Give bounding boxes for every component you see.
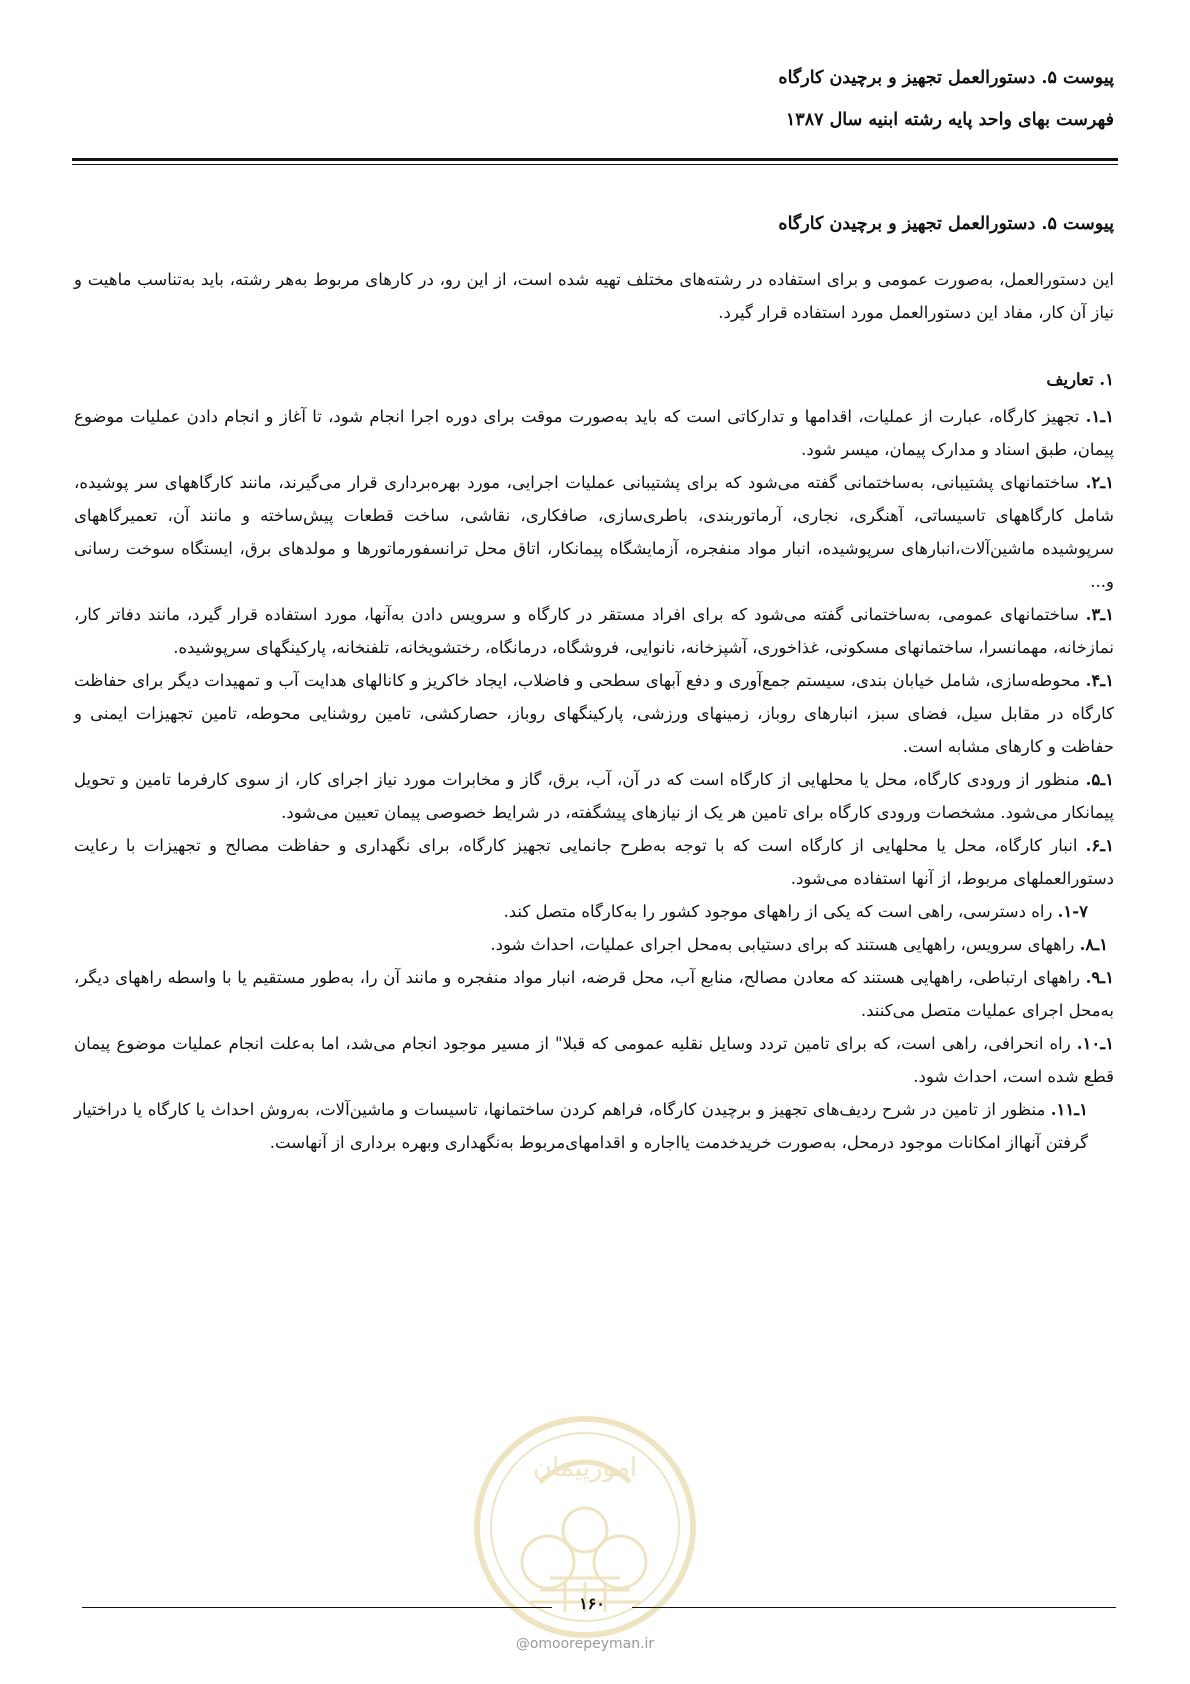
definition-item (74, 1093, 1114, 1159)
item-text: تجهیز کارگاه، عبارت از عملیات، اقدامها و تدارکاتی است که باید به‌صورت موقت برای دوره اجرا انجام شود، تا آغاز و انجام دادن عملیات موضوع پیمان، طبق اسناد و مدارک پیمان، میسر شود. (74, 407, 1114, 459)
definition-item (74, 664, 1114, 763)
definition-item (74, 1027, 1114, 1093)
definition-item (74, 961, 1114, 1027)
item-number: ۱ـ۹. (1085, 968, 1114, 987)
item-text: راه انحرافی، راهی است، که برای تامین تردد وسایل نقلیه عمومی که قبلا" از مسیر موجود انجام می‌شد، اما به‌علت انجام عملیات موضوع پیمان قطع شده است، احداث شود. (74, 1034, 1114, 1086)
header-rule-thin (72, 164, 1118, 165)
item-text: منظور از تامین در شرح ردیف‌های تجهیز و برچیدن کارگاه، فراهم کردن ساختمانها، تاسیسات و ماشین‌آلات، به‌روش احداث یا کارگاه یا دراختیار گرفتن آنهااز امکانات موجود درمحل، به‌صورت خریدخدمت یااجاره و اقدامهای‌مربوط به‌نگهداری وبهره برداری از آنهاست. (74, 1100, 1088, 1152)
header-rule-thick (72, 158, 1118, 161)
item-number: ۱ـ۳. (1085, 605, 1114, 624)
item-number: ۱ـ۲. (1085, 473, 1114, 492)
definition-item (74, 763, 1114, 829)
watermark-text: امورپیمان (532, 1453, 638, 1483)
definition-item (74, 400, 1114, 466)
item-text: ساختمانهای عمومی، به‌ساختمانی گفته می‌شود که برای افراد مستقر در کارگاه و سرویس دادن به‌آنها، مورد استفاده قرار گیرد، مانند دفاتر کار، نمازخانه، مهمانسرا، ساختمانهای مسکونی، غذاخوری، آشپزخانه، نانوایی، فروشگاه، درمانگاه، رختشویخانه، تلفنخانه، پارکینگهای سرپوشیده. (74, 605, 1114, 657)
definition-item (74, 895, 1114, 928)
item-number: ۱-۷. (1057, 902, 1088, 921)
website-watermark: @omoorepeyman.ir (515, 1636, 655, 1652)
running-header-title: پیوست ۵. دستورالعمل تجهیز و برچیدن کارگاه (778, 68, 1114, 88)
definition-item (74, 829, 1114, 895)
item-number: ۱ـ۱۰. (1076, 1034, 1114, 1053)
item-text: محوطه‌سازی، شامل خیابان بندی، سیستم جمع‌آوری و دفع آبهای سطحی و فاضلاب، ایجاد خاکریز و کانالهای هدایت آب و تمهیدات دیگر برای حفاظت کارگاه در مقابل سیل، فضای سبز، انبارهای روباز، زمینهای ورزشی، پارکینگهای روباز، حصارکشی، تامین روشنایی محوطه، تامین تجهیزات ایمنی و حفاظت و کارهای مشابه است. (74, 671, 1114, 756)
document-body (74, 208, 1114, 1159)
item-number: ۱ـ۱۱. (1050, 1100, 1088, 1119)
footer-rule-right (632, 1607, 1116, 1608)
item-text: راههای سرویس، راههایی هستند که برای دستیابی به‌محل اجرای عملیات، احداث شود. (490, 935, 1080, 954)
section-heading: ۱. تعاریف (1046, 370, 1114, 389)
definition-item (74, 466, 1114, 598)
running-header-subtitle: فهرست بهای واحد پایه رشته ابنیه سال ۱۳۸۷ (785, 110, 1114, 130)
item-number: ۱ـ۶. (1085, 836, 1114, 855)
footer-rule-left (82, 1607, 552, 1608)
definition-item (74, 598, 1114, 664)
item-text: منظور از ورودی کارگاه، محل یا محلهایی از کارگاه است که در آن، آب، برق، گاز و مخابرات مورد نیاز اجرای کار، از سوی کارفرما تامین و تحویل پیمانکار می‌شود. مشخصات ورودی کارگاه برای تامین هر یک از نیازهای پیشگفته، در شرایط خصوصی پیمان تعیین می‌شود. (74, 770, 1114, 822)
item-number: ۱ـ۴. (1085, 671, 1114, 690)
intro-paragraph: این دستورالعمل، به‌صورت عمومی و برای استفاده در رشته‌های مختلف تهیه شده است، از این رو، در کارهای مربوط به‌هر رشته، باید به‌تناسب ماهیت و نیاز آن کار، مفاد این دستورالعمل مورد استفاده قرار گیرد. (74, 270, 1114, 322)
item-number: ۱ـ۸. (1079, 935, 1108, 954)
item-number: ۱ـ۱. (1085, 407, 1114, 426)
definition-item (74, 928, 1114, 961)
item-number: ۱ـ۵. (1085, 770, 1114, 789)
item-text: راههای ارتباطی، راههایی هستند که معادن مصالح، منابع آب، محل قرضه، انبار مواد منفجره و مانند آن را، به‌طور مستقیم یا با واسطه راههای دیگر، به‌محل اجرای عملیات متصل می‌کنند. (74, 968, 1114, 1020)
item-text: ساختمانهای پشتیبانی، به‌ساختمانی گفته می‌شود که برای پشتیبانی عملیات اجرایی، مورد بهره‌برداری قرار می‌گیرند، مانند کارگاههای سر پوشیده، شامل کارگاههای تاسیساتی، آهنگری، نجاری، آرماتوربندی، باطری‌سازی، صافکاری، نقاشی، ساخت قطعات پیش‌ساخته و مانند آن، تعمیرگاههای سرپوشیده ماشین‌آلات،انبارهای سرپوشیده، انبار مواد منفجره، آزمایشگاه پیمانکار، اتاق محل ترانسفورماتورها و مولدهای برق، ایستگاه سوخت رسانی و... (74, 473, 1114, 591)
page-number: ۱۶۰ (579, 1594, 605, 1613)
item-text: انبار کارگاه، محل یا محلهایی از کارگاه است که با توجه به‌طرح جانمایی تجهیز کارگاه، برای نگهداری و حفاظت مصالح و تجهیزات با رعایت دستورالعملهای مربوط، از آنها استفاده می‌شود. (74, 836, 1114, 888)
item-text: راه دسترسی، راهی است که یکی از راههای موجود کشور را به‌کارگاه متصل کند. (503, 902, 1058, 921)
appendix-title: پیوست ۵. دستورالعمل تجهیز و برچیدن کارگاه (778, 214, 1114, 234)
